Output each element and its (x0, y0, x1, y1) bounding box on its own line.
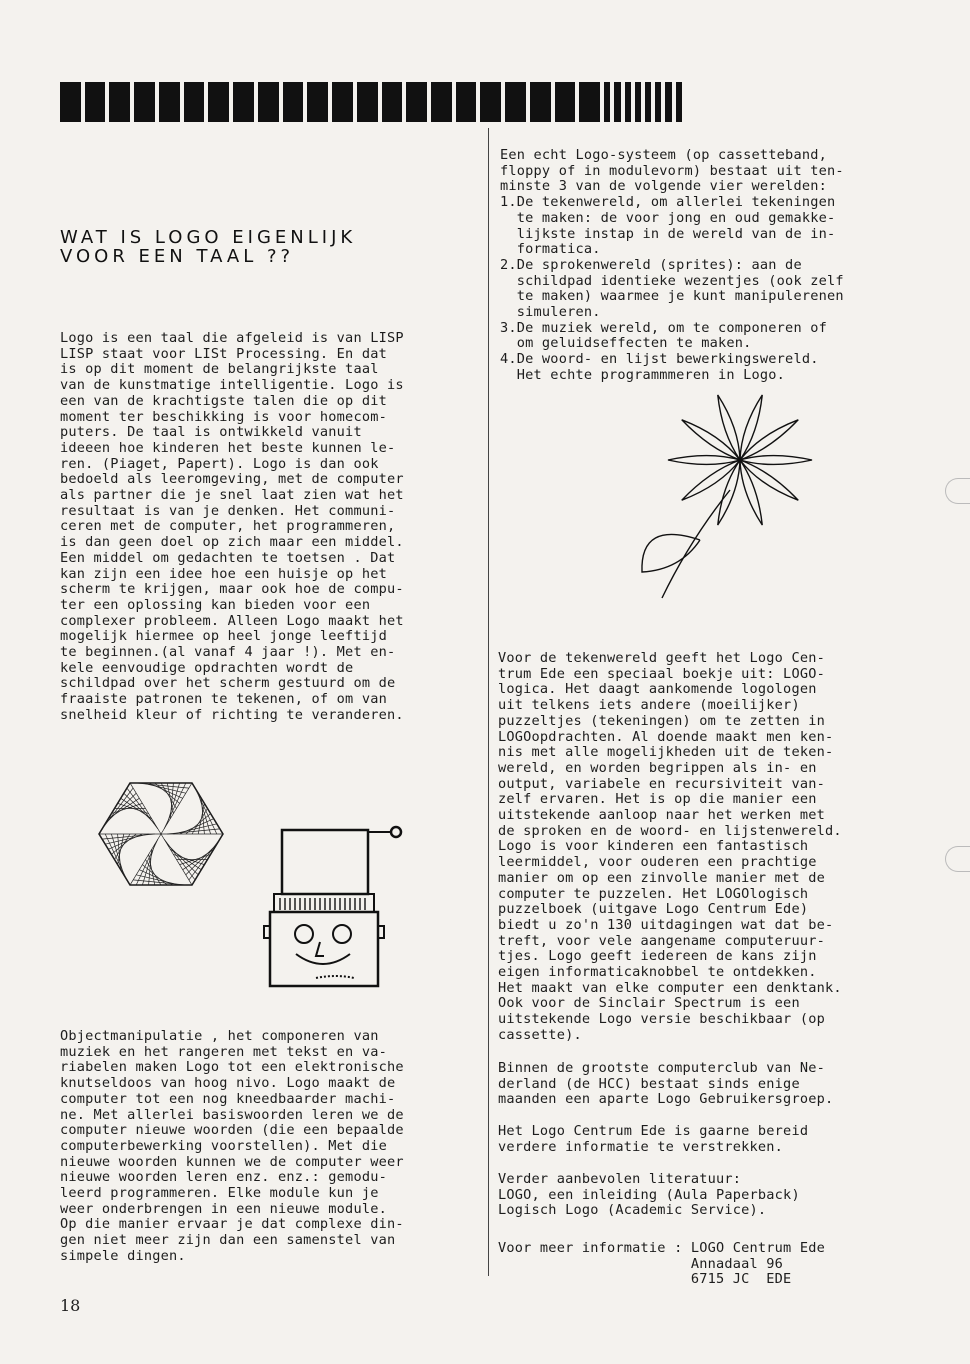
robot-illustration (256, 822, 406, 992)
hexagon-string-art-illustration (86, 770, 236, 898)
text-line: nieuwe woorden leren enz. enz.: gemodu- (60, 1169, 387, 1186)
right-paragraph-6 (498, 1241, 825, 1288)
text-line: derland (de HCC) bestaat sinds enige (498, 1075, 800, 1092)
text-line: bedoeld als leeromgeving, met de computer (60, 471, 404, 488)
left-paragraph-2 (60, 1029, 404, 1265)
text-line: Objectmanipulatie , het componeren van (60, 1028, 379, 1044)
text-line: complexer probleem. Alleen Logo maakt het (60, 612, 404, 629)
text-line: schildpad over het scherm gestuurd om de (60, 675, 396, 692)
text-line: resultaat is van je denken. Het communi- (60, 502, 396, 519)
text-line: cassette). (498, 1026, 582, 1043)
text-line: moment ter beschikking is voor homecom- (60, 408, 387, 425)
text-line: muziek en het rangeren met tekst en va- (60, 1043, 387, 1060)
text-line: 3.De muziek wereld, om te componeren of (500, 319, 827, 336)
text-line: wereld, en worden begrippen als in- en (498, 759, 817, 776)
text-line: om geluidseffecten te maken. (500, 335, 752, 352)
text-line: Logo is een taal die afgeleid is van LISP (60, 330, 404, 346)
text-line: biedt u zo'n 130 uitdagingen wat dat be- (498, 916, 834, 933)
text-line: Het maakt van elke computer een denktank. (498, 979, 842, 996)
text-line: Het Logo Centrum Ede is gaarne bereid (498, 1123, 809, 1139)
right-paragraph-5 (498, 1172, 800, 1219)
text-line: te beginnen.(al vanaf 4 jaar !). Met en- (60, 644, 396, 661)
text-line: Binnen de grootste computerclub van Ne- (498, 1060, 825, 1076)
text-line: kele eenvoudige opdrachten wordt de (60, 659, 354, 676)
text-line: Op die manier ervaar je dat complexe din- (60, 1216, 404, 1233)
text-line: snelheid kleur of richting te veranderen. (60, 706, 404, 723)
text-line: Voor de tekenwereld geeft het Logo Cen- (498, 650, 825, 666)
text-line: Annadaal 96 (498, 1255, 784, 1272)
text-line: uit telkens iets andere (moeilijker) (498, 697, 800, 714)
article-title (60, 228, 356, 266)
right-paragraph-1 (500, 148, 844, 384)
text-line: LOGO, een inleiding (Aula Paperback) (498, 1186, 800, 1203)
text-line: 4.De woord- en lijst bewerkingswereld. (500, 351, 819, 368)
text-line: Verder aanbevolen literatuur: (498, 1171, 742, 1187)
text-line: puzzelboek (uitgave Logo Centrum Ede) (498, 901, 809, 918)
text-line: verdere informatie te verstrekken. (498, 1138, 784, 1155)
text-line: te maken: de voor jong en oud gemakke- (500, 209, 836, 226)
right-paragraph-4 (498, 1124, 808, 1155)
right-paragraph-2 (498, 651, 842, 1044)
text-line: nieuwe woorden kunnen we de computer weer (60, 1153, 404, 1170)
text-line: output, variabele en recursiviteit van- (498, 775, 825, 792)
text-line: nis met alle mogelijkheden uit de teken- (498, 744, 834, 761)
text-line: computerbewerking voorstellen). Met die (60, 1137, 387, 1154)
text-line: tjes. Logo geeft iedereen de kans zijn (498, 948, 817, 965)
text-line: als partner die je snel laat zien wat het (60, 487, 404, 504)
text-line: is op dit moment de belangrijkste taal (60, 361, 379, 378)
text-line: uitstekende Logo versie beschikbaar (op (498, 1011, 825, 1028)
text-line: 6715 JC EDE (498, 1271, 792, 1288)
text-line: uitstekende aanloop naar het werken met (498, 807, 825, 824)
text-line: computer tot een nog kneedbaarder machi- (60, 1090, 396, 1107)
text-line: minste 3 van de volgende vier werelden: (500, 178, 827, 195)
text-line: Ook voor de Sinclair Spectrum is een (498, 995, 800, 1012)
flower-illustration (600, 380, 860, 610)
text-line: ne. Met allerlei basiswoorden leren we de (60, 1106, 404, 1123)
text-line: Een echt Logo-systeem (op cassetteband, (500, 147, 827, 163)
text-line: leerd programmeren. Elke module kun je (60, 1185, 379, 1202)
text-line: 2.De sprokenwereld (sprites): aan de (500, 256, 802, 273)
text-line: formatica. (500, 241, 601, 258)
text-line: ideeen hoe kinderen het beste kunnen le- (60, 439, 396, 456)
binder-hole-bottom (945, 846, 970, 872)
text-line: floppy of in modulevorm) bestaat uit ten- (500, 162, 844, 179)
title-line-1: WAT IS LOGO EIGENLIJK (60, 227, 357, 248)
text-line: ter een oplossing kan bieden voor een (60, 596, 371, 613)
text-line: ceren met de computer, het programmeren, (60, 518, 396, 535)
text-line: trum Ede een speciaal boekje uit: LOGO- (498, 665, 825, 682)
text-line: simuleren. (500, 304, 601, 321)
text-line: Logisch Logo (Academic Service). (498, 1202, 767, 1219)
text-line: treft, voor vele aangename computeruur- (498, 932, 825, 949)
page-number: 18 (60, 1296, 81, 1315)
text-line: eigen informaticaknobbel te ontdekken. (498, 964, 817, 981)
text-line: weer onderbrengen in een nieuwe module. (60, 1200, 387, 1217)
text-line: LISP staat voor LISt Processing. En dat (60, 345, 387, 362)
text-line: kan zijn een idee hoe een huisje op het (60, 565, 387, 582)
text-line: gen niet meer zijn dan een samenstel van (60, 1232, 396, 1249)
text-line: ren. (Piaget, Papert). Logo is dan ook (60, 455, 379, 472)
text-line: knutseldoos van hoog nivo. Logo maakt de (60, 1075, 396, 1092)
text-line: mogelijk hiermee op heel jonge leeftijd (60, 628, 387, 645)
text-line: puzzeltjes (tekeningen) om te zetten in (498, 712, 825, 729)
text-line: simpele dingen. (60, 1247, 186, 1264)
text-line: te maken) waarmee je kunt manipulerenen (500, 288, 844, 305)
text-line: maanden een aparte Logo Gebruikersgroep. (498, 1091, 834, 1108)
title-line-2: VOOR EEN TAAL ?? (60, 246, 295, 267)
text-line: computer nieuwe woorden (die een bepaalde (60, 1122, 404, 1139)
text-line: 1.De tekenwereld, om allerlei tekeningen (500, 194, 836, 211)
text-line: Voor meer informatie : LOGO Centrum Ede (498, 1240, 825, 1256)
text-line: logica. Het daagt aankomende logologen (498, 681, 817, 698)
text-line: Logo is voor kinderen een fantastisch (498, 838, 809, 855)
text-line: is dan geen doel op zich maar een middel. (60, 534, 404, 551)
text-line: een van de krachtigste talen die op dit (60, 392, 387, 409)
right-paragraph-3 (498, 1061, 833, 1108)
text-line: fraaiste patronen te tekenen, of om van (60, 691, 387, 708)
text-line: computer te puzzelen. Het LOGOlogisch (498, 885, 809, 902)
text-line: Een middel om gedachten te toetsen . Dat (60, 549, 396, 566)
text-line: leermiddel, voor ouderen een prachtige (498, 854, 817, 871)
text-line: lijkste instap in de wereld van de in- (500, 225, 836, 242)
text-line: puters. De taal is ontwikkeld vanuit (60, 424, 362, 441)
binder-hole-top (945, 478, 970, 504)
text-line: Het echte programmmeren in Logo. (500, 366, 786, 383)
text-line: van de kunstmatige intelligentie. Logo is (60, 377, 404, 394)
text-line: schildpad identieke wezentjes (ook zelf (500, 272, 844, 289)
column-divider (488, 128, 489, 1276)
left-paragraph-1 (60, 331, 404, 724)
text-line: riabelen maken Logo tot een elektronische (60, 1059, 404, 1076)
header-bar-decoration (60, 82, 682, 122)
text-line: zelf ervaren. Het is op die manier een (498, 791, 817, 808)
text-line: scherm te krijgen, maar ook hoe de compu- (60, 581, 404, 598)
text-line: manier om op een zinvolle manier met de (498, 869, 825, 886)
text-line: LOGOopdrachten. Al doende maakt men ken- (498, 728, 834, 745)
text-line: de sproken en de woord- en lijstenwereld. (498, 822, 842, 839)
